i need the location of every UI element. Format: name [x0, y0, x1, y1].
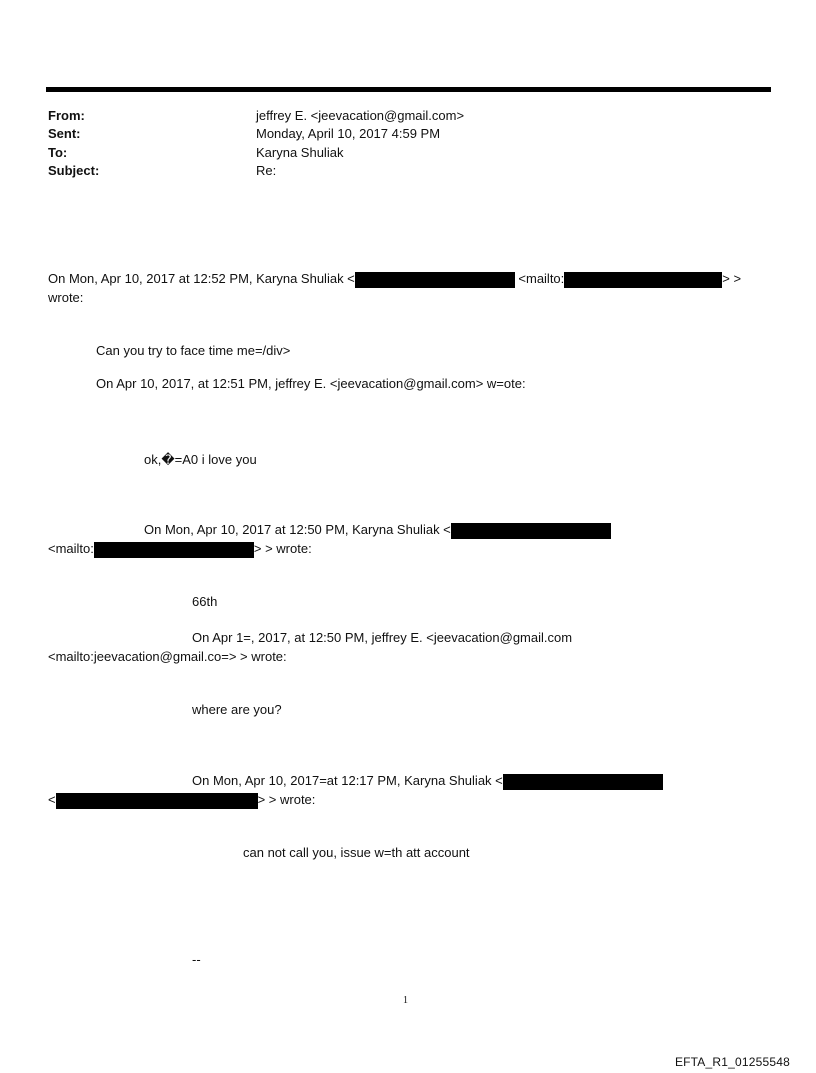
from-label: From: [48, 108, 85, 123]
quote-header-4: On Apr 1=, 2017, at 12:50 PM, jeffrey E. <jeevacation@gmail.com [192, 630, 573, 645]
quote-header-1-mailto: <mailto: [514, 271, 565, 286]
signature-separator: -- [192, 952, 201, 967]
quote-header-5-bracket: < [48, 792, 56, 807]
quote-header-1-text: On Mon, Apr 10, 2017 at 12:52 PM, Karyna Shuliak < [48, 271, 355, 286]
quote-header-2: On Apr 10, 2017, at 12:51 PM, jeffrey E. <jeevacation@gmail.com> w=ote: [96, 376, 526, 391]
quote-header-3 [144, 521, 611, 539]
from-value: jeffrey E. <jeevacation@gmail.com> [256, 108, 465, 123]
redaction-block [94, 542, 254, 558]
document-id: EFTA_R1_01255548 [674, 1055, 790, 1069]
quote-header-3-wrote: > > wrote: [253, 541, 312, 556]
quote-header-1-end: > > [722, 271, 742, 286]
quote-header-5 [192, 772, 663, 790]
quote-header-1-wrote: wrote: [48, 290, 84, 305]
to-value: Karyna Shuliak [256, 145, 344, 160]
message-4: where are you? [192, 702, 282, 717]
redaction-block [56, 793, 258, 809]
quote-header-5-address [48, 791, 315, 809]
quote-header-4-mailto: <mailto:jeevacation@gmail.co=> > wrote: [48, 649, 287, 664]
page-number: 1 [403, 995, 408, 1006]
header-rule [46, 87, 771, 92]
redaction-block [355, 272, 515, 288]
quote-header-5-wrote: > > wrote: [257, 792, 316, 807]
redaction-block [451, 523, 611, 539]
subject-value: Re: [256, 163, 277, 178]
sent-label: Sent: [48, 126, 81, 141]
quote-header-1 [48, 270, 741, 288]
quote-header-3-mailto-text: <mailto: [48, 541, 94, 556]
redaction-block [503, 774, 663, 790]
subject-label: Subject: [48, 163, 100, 178]
message-3: 66th [192, 594, 218, 609]
message-2: ok,�=A0 i love you [144, 452, 257, 467]
sent-value: Monday, April 10, 2017 4:59 PM [256, 126, 441, 141]
redaction-block [564, 272, 722, 288]
quote-header-3-mailto [48, 540, 312, 558]
message-5: can not call you, issue w=th att account [243, 845, 470, 860]
to-label: To: [48, 145, 68, 160]
message-1: Can you try to face time me=/div> [96, 343, 291, 358]
quote-header-3-text: On Mon, Apr 10, 2017 at 12:50 PM, Karyna Shuliak < [144, 522, 451, 537]
quote-header-5-text: On Mon, Apr 10, 2017=at 12:17 PM, Karyna Shuliak < [192, 773, 503, 788]
